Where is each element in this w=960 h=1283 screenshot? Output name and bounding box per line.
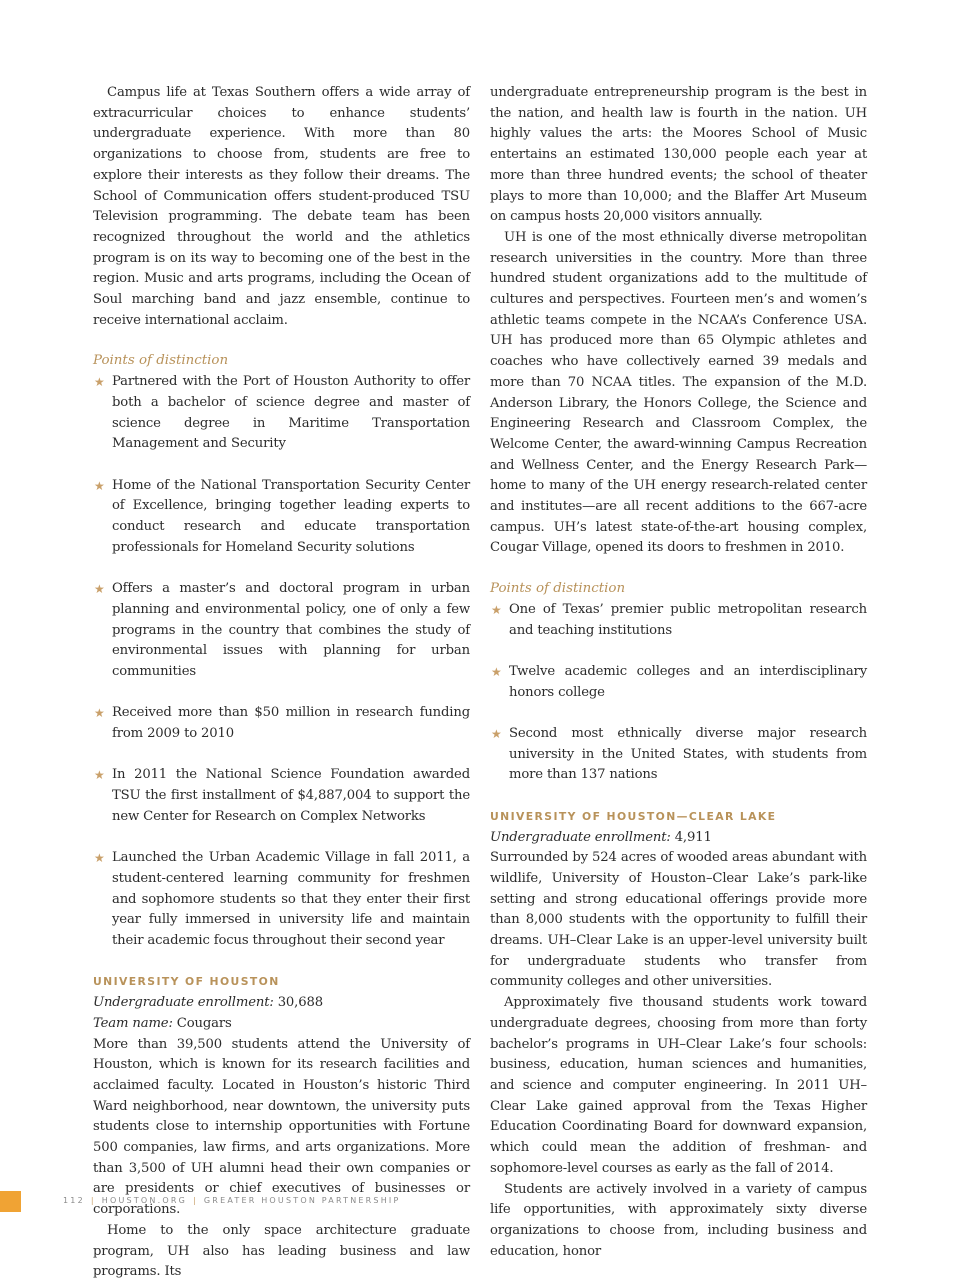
uhcl-paragraph: Surrounded by 524 acres of wooded areas abundant with wildlife, University of Houston–Clear Lake’s park-like setting and strong educational offerings provide more than 8,000 students with the opportunity to fulfill their dreams. UH–Clear Lake is an upper-level university built for undergraduate students who transfer from community colleges and other universities. [490,850,867,990]
uh-clear-lake-heading: UNIVERSITY OF HOUSTON—CLEAR LAKE [490,809,777,823]
star-icon: ★ [94,768,105,783]
page-footer [63,1196,401,1205]
list-item: ★ One of Texas’ premier public metropolitan research and teaching institutions [491,601,867,638]
list-item: ★ In 2011 the National Science Foundation awarded TSU the first installment of $4,887,004 to support the new Center for Research on Complex Networks [94,767,470,824]
tsu-intro-paragraph: Campus life at Texas Southern offers a wide array of extracurricular choices to enhance students’ undergraduate experience. With more than 80 organizations to choose from, students are free to explore their interests as they follow their dreams. The School of Communication offers student-produced TSU Television programming. The debate team has been recognized throughout the world and the athletics program is on its way to becoming one of the best in the region. Music and arts programs, including the Ocean of Soul marching band and jazz ensemble, continue to receive international acclaim. [93,85,470,328]
star-icon: ★ [491,602,502,617]
list-item: ★ Second most ethnically diverse major research university in the United States, with students from more than 137 nations [491,726,867,783]
list-item: ★ Launched the Urban Academic Village in fall 2011, a student-centered learning community for freshmen and sophomore students so that they enter their first year fully immersed in university life and maintain their academic focus throughout their second year [94,850,470,949]
star-icon: ★ [491,664,502,679]
list-item: ★ Offers a master’s and doctoral program in urban planning and environmental policy, one of only a few programs in the country that combines the study of environmental issues with planning for urban communities [94,581,470,679]
uh-team-name: Team name: Cougars [93,1015,232,1031]
uhcl-paragraph: Students are actively involved in a variety of campus life opportunities, with approximately sixty diverse organizations to choose from, including business and education, honor [490,1181,867,1259]
list-item: ★ Partnered with the Port of Houston Authority to offer both a bachelor of science degree and master of science degree in Maritime Transportation Management and Security [94,374,470,452]
footer-separator: | [90,1196,96,1205]
star-icon: ★ [94,375,105,390]
list-item: ★ Received more than $50 million in research funding from 2009 to 2010 [94,705,470,742]
star-icon: ★ [94,851,105,866]
uh-enrollment: Undergraduate enrollment: 30,688 [93,995,323,1011]
uh-paragraph: Home to the only space architecture graduate program, UH also has leading business and law programs. Its [93,1222,470,1280]
university-of-houston-heading: UNIVERSITY OF HOUSTON [93,975,280,989]
page-number: 112 [63,1196,85,1205]
uhcl-paragraph: Approximately five thousand students work toward undergraduate degrees, choosing from more than forty bachelor’s programs in UH–Clear Lake’s four schools: business, education, human sciences and humanities, and science and computer engineering. In 2011 UH–Clear Lake gained approval from the Texas Higher Education Coordinating Board for downward expansion, which could mean the addition of freshman- and sophomore-level courses as early as the fall of 2014. [490,995,867,1176]
right-column [490,83,867,1262]
list-item: ★ Home of the National Transportation Security Center of Excellence, bringing together leading experts to conduct research and educate transportation professionals for Homeland Security solutions [94,477,470,555]
tsu-points-list [93,372,470,952]
star-icon: ★ [94,706,105,721]
uh-points-list [490,600,867,786]
footer-accent-square [0,1191,21,1212]
points-of-distinction-heading: Points of distinction [93,353,229,369]
uhcl-enrollment: Undergraduate enrollment: 4,911 [490,829,712,845]
uh-paragraph: UH is one of the most ethnically diverse metropolitan research universities in the country. More than three hundred student organizations add to the multitude of cultures and perspectives. Fourteen men’s and women’s athletic teams compete in the NCAA’s Conference USA. UH has produced more than 65 Olympic athletes and coaches who have collectively earned 39 medals and more than 70 NCAA titles. The expansion of the M.D. Anderson Library, the Honors College, the Science and Engineering Research and Classroom Complex, the Welcome Center, the award-winning Campus Recreation and Wellness Center, and the Energy Research Park—home to many of the UH energy research-related center and institutes—are all recent additions to the 667-acre campus. UH’s latest state-of-the-art housing complex, Cougar Village, opened its doors to freshmen in 2010. [490,229,867,556]
uh-paragraph: undergraduate entrepreneurship program is the best in the nation, and health law is fourth in the nation. UH highly values the arts: the Moores School of Music entertains an estimated 130,000 people each year at more than three hundred events; the school of theater plays to more than 10,000; and the Blaffer Art Museum on campus hosts 20,000 visitors annually. [490,85,867,225]
list-item: ★ Twelve academic colleges and an interdisciplinary honors college [491,663,867,700]
star-icon: ★ [94,478,105,493]
points-of-distinction-heading: Points of distinction [490,581,626,597]
footer-publisher: GREATER HOUSTON PARTNERSHIP [203,1196,401,1205]
star-icon: ★ [94,582,105,597]
uh-paragraph: More than 39,500 students attend the University of Houston, which is known for its research facilities and acclaimed faculty. Located in Houston’s historic Third Ward neighborhood, near downtown, the university puts students close to internship opportunities with Fortune 500 companies, law firms, and arts organizations. More than 3,500 of UH alumni head their own companies or are presidents or chief executives of businesses or corporations. [93,1036,470,1218]
footer-separator: | [193,1196,198,1205]
left-column [90,83,470,1283]
star-icon: ★ [491,727,502,742]
footer-site: HOUSTON.ORG [101,1196,187,1205]
